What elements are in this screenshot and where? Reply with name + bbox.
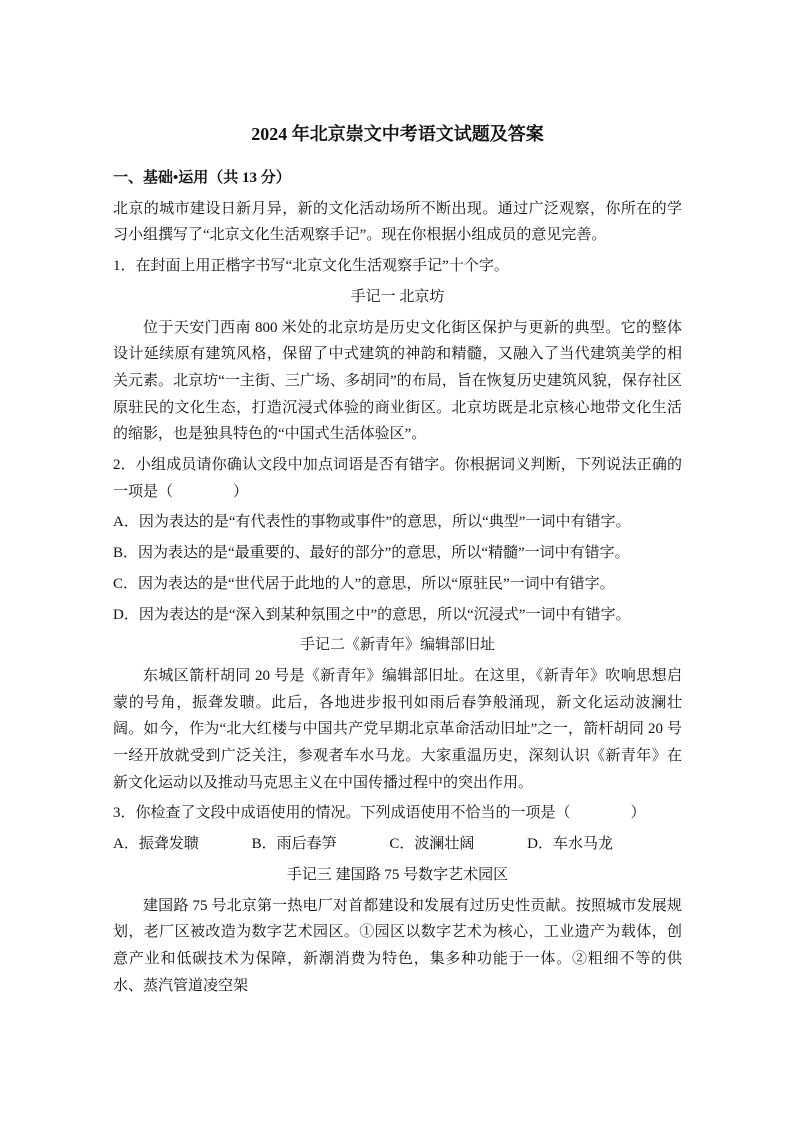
note1-paragraph: 位于天安门西南 800 米处的北京坊是历史文化街区保护与更新的典型。它的整体设计延续原有建筑风格，保留了中式建筑的神韵和精髓，又融入了当代建筑美学的相关元素。北京坊“一主街、三广场、多胡同”的布局，旨在恢复历史建筑风貌，保存社区原驻民的文化生态，打造沉浸式体验的商业街区。北京坊既是北京核心地带文化生活的缩影，也是独具特色的“中国式生活体验区”。 — [113, 319, 682, 443]
question-2-option-d: D．因为表达的是“深入到某种氛围之中”的意思，所以“沉浸式”一词中有错字。 — [113, 606, 631, 623]
question-3-option-b: B．雨后春笋 — [251, 836, 337, 853]
note1-heading: 手记一 北京坊 — [350, 288, 445, 305]
intro-paragraph: 北京的城市建设日新月异，新的文化活动场所不断出现。通过广泛观察，你所在的学习小组撰写了“北京文化生活观察手记”。现在你根据小组成员的意见完善。 — [113, 200, 682, 244]
note2-heading: 手记二《新青年》编辑部旧址 — [299, 637, 495, 654]
question-3-option-c: C．波澜壮阔 — [389, 836, 475, 853]
section-heading: 一、基础•运用（共 13 分） — [113, 170, 291, 186]
note3-heading: 手记三 建国路 75 号数字艺术园区 — [286, 866, 509, 883]
note3-paragraph: 建国路 75 号北京第一热电厂对首都建设和发展有过历史性贡献。按照城市发展规划，老厂区被改造为数字艺术园区。①园区以数字艺术为核心，工业遗产为载体，创意产业和低碳技术为保障，新潮消费为特色，集多种功能于一体。②粗细不等的供水、蒸汽管道凌空架 — [113, 897, 682, 994]
question-2-option-b: B．因为表达的是“最重要的、最好的部分”的意思，所以“精髓”一词中有错字。 — [113, 545, 630, 562]
question-2-option-c: C．因为表达的是“世代居于此地的人”的意思，所以“原驻民”一词中有错字。 — [113, 575, 615, 592]
question-3-options — [113, 831, 682, 858]
question-3-option-d: D．车水马龙 — [527, 836, 613, 853]
document-title: 2024 年北京崇文中考语文试题及答案 — [251, 124, 544, 144]
question-1: 1．在封面上用正楷字书写“北京文化生活观察手记”十个字。 — [113, 258, 509, 275]
question-2-option-a: A．因为表达的是“有代表性的事物或事件”的意思，所以“典型”一词中有错字。 — [113, 514, 631, 531]
question-2-stem: 2．小组成员请你确认文段中加点词语是否有错字。你根据词义判断，下列说法正确的一项是（ ） — [113, 457, 682, 500]
question-3-stem: 3．你检查了文段中成语使用的情况。下列成语使用不恰当的一项是（ ） — [113, 805, 646, 822]
question-3-option-a: A．振聋发聩 — [113, 836, 199, 853]
note2-paragraph: 东城区箭杆胡同 20 号是《新青年》编辑部旧址。在这里，《新青年》吹响思想启蒙的号角，振聋发聩。此后，各地进步报刊如雨后春笋般涌现，新文化运动波澜壮阔。如今，作为“北大红楼与中国共产党早期北京革命活动旧址”之一，箭杆胡同 20 号一经开放就受到广泛关注，参观者车水马龙。大家重温历史，深刻认识《新青年》在新文化运动以及推动马克思主义在中国传播过程中的突出作用。 — [113, 667, 682, 791]
